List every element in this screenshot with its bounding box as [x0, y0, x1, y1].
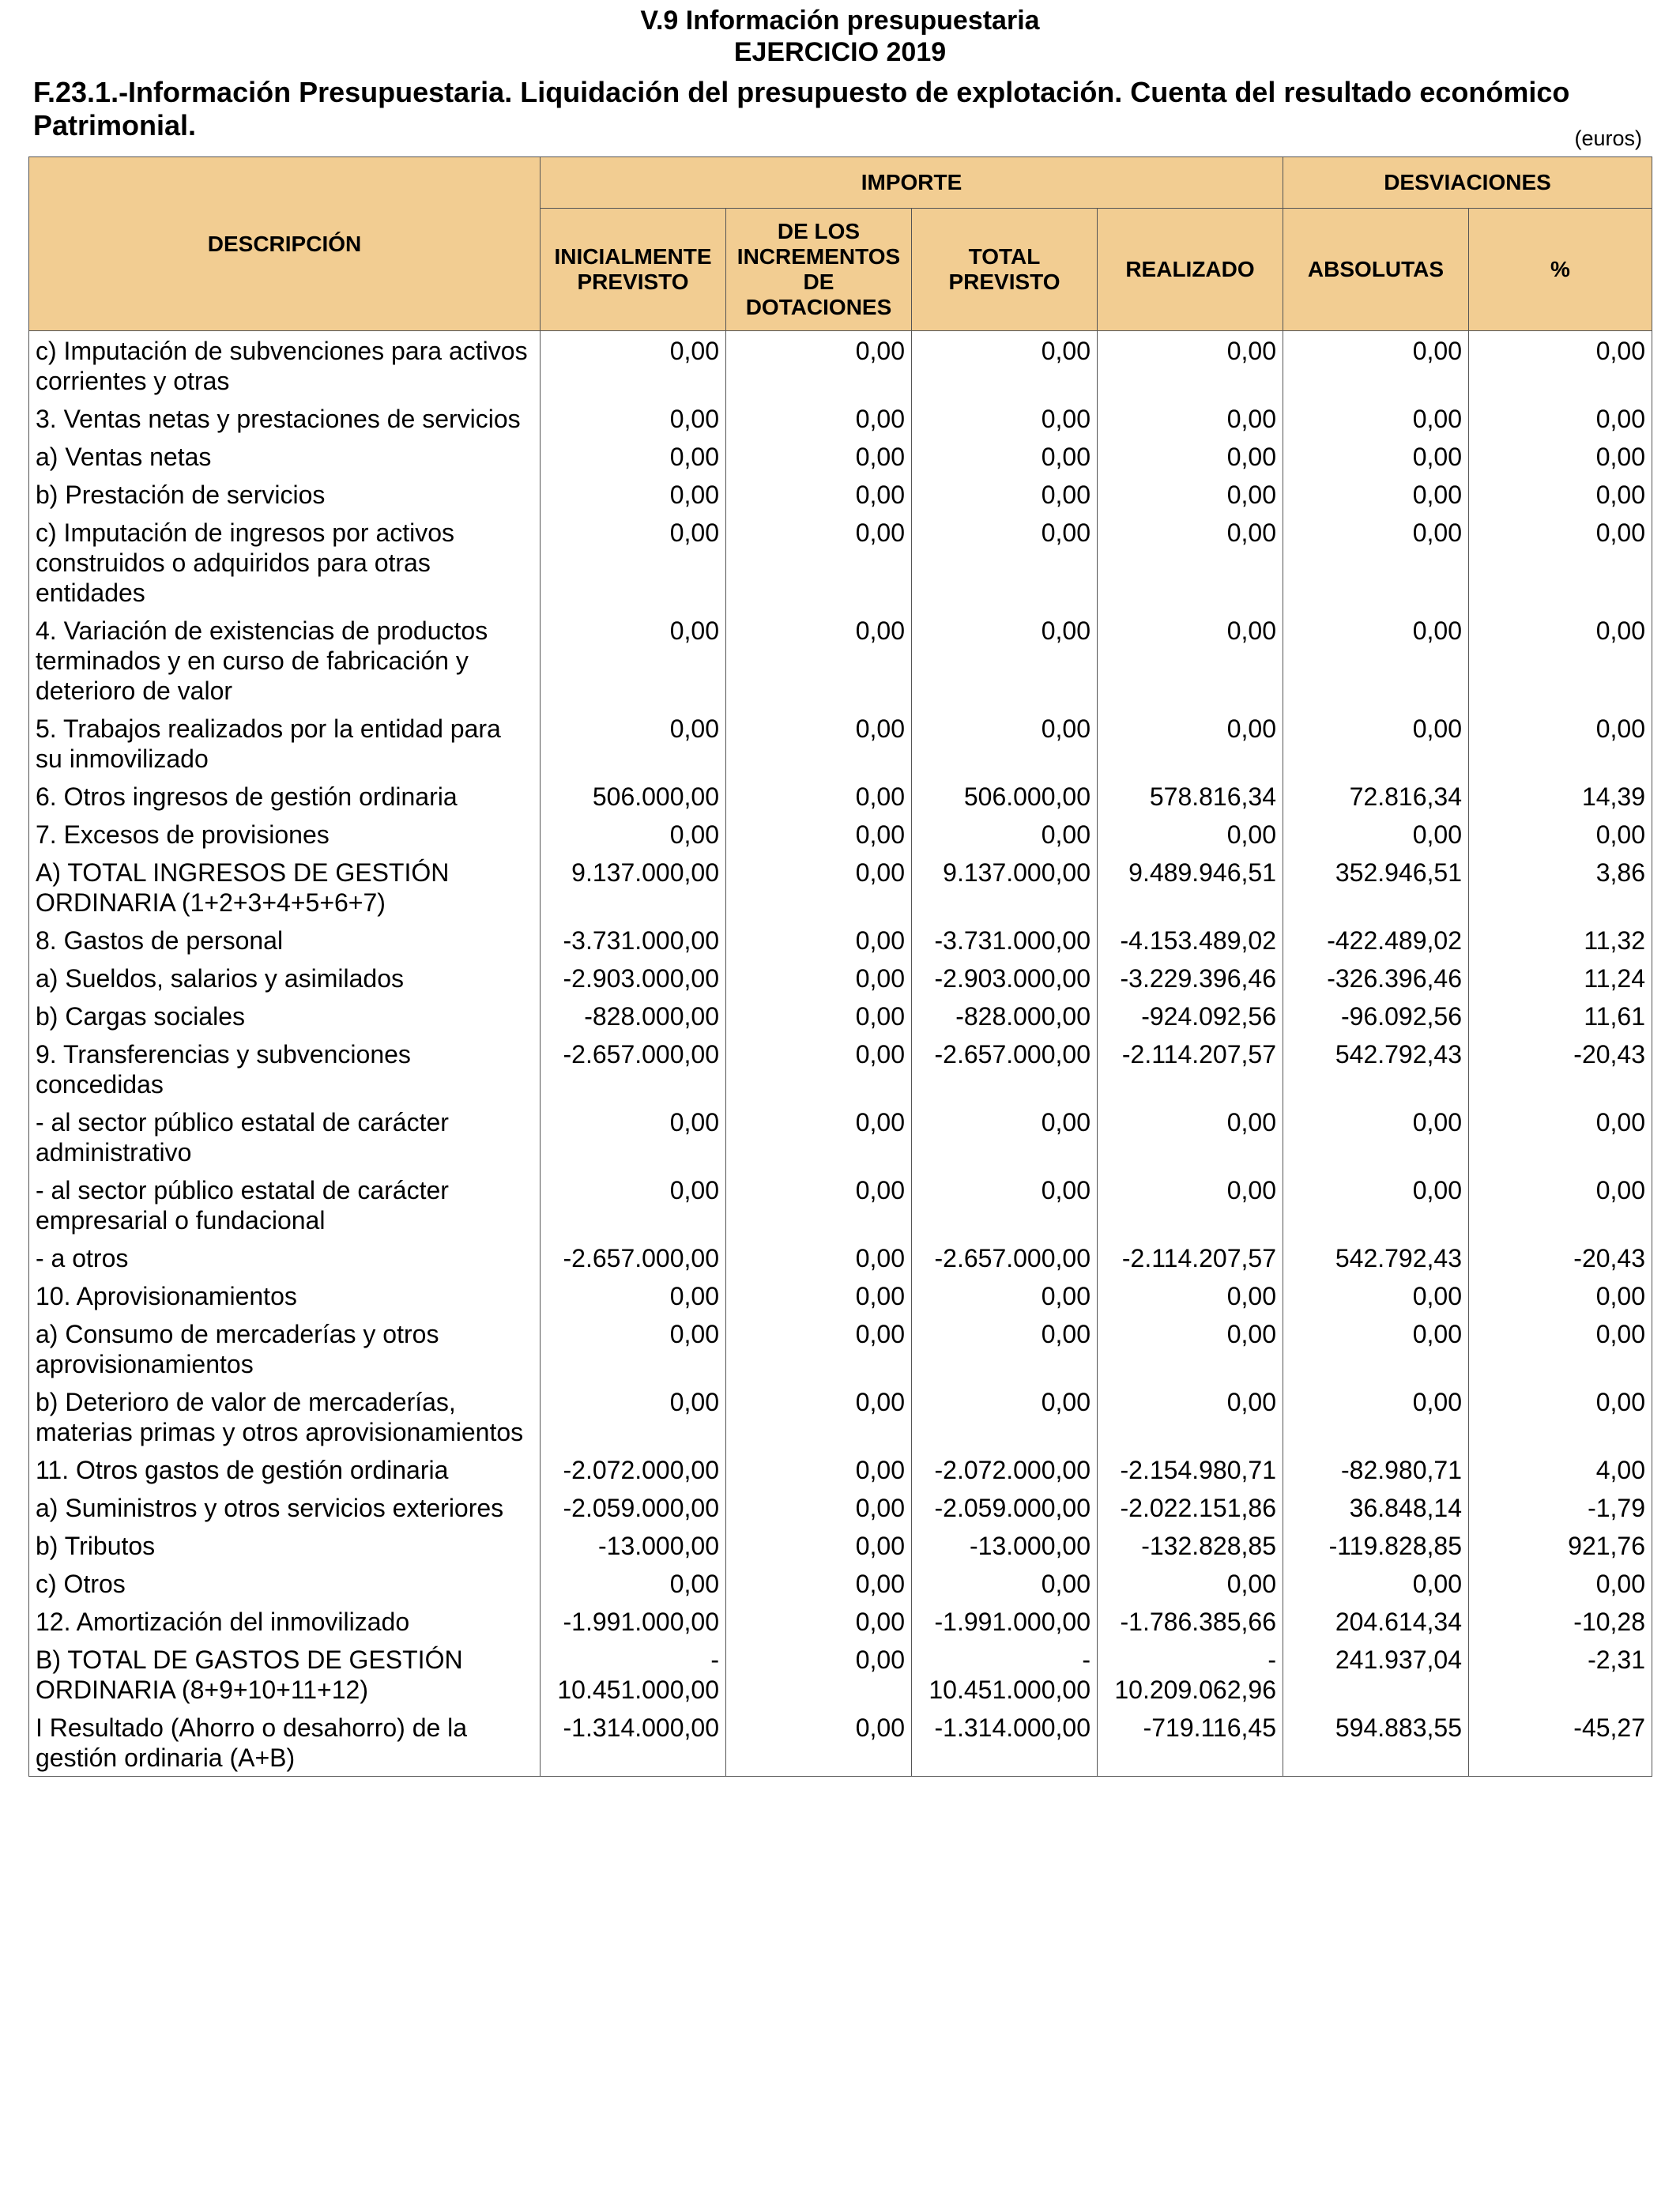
cell-inicial: 0,00: [541, 611, 726, 709]
cell-incrementos: 0,00: [726, 921, 912, 959]
cell-pct: 4,00: [1469, 1450, 1652, 1488]
cell-realizado: 0,00: [1098, 611, 1283, 709]
cell-inicial: -2.903.000,00: [541, 959, 726, 997]
cell-total: 0,00: [912, 709, 1098, 777]
cell-absolutas: 0,00: [1283, 1314, 1469, 1382]
cell-inicial: 0,00: [541, 513, 726, 611]
cell-pct: -10,28: [1469, 1602, 1652, 1640]
cell-realizado: 578.816,34: [1098, 777, 1283, 815]
cell-inicial: -3.731.000,00: [541, 921, 726, 959]
cell-incrementos: 0,00: [726, 611, 912, 709]
cell-absolutas: 36.848,14: [1283, 1488, 1469, 1526]
cell-total: -2.903.000,00: [912, 959, 1098, 997]
cell-incrementos: 0,00: [726, 437, 912, 475]
cell-absolutas: 352.946,51: [1283, 853, 1469, 921]
cell-total: -828.000,00: [912, 997, 1098, 1035]
row-description: I Resultado (Ahorro o desahorro) de la gestión ordinaria (A+B): [29, 1708, 541, 1777]
cell-absolutas: 0,00: [1283, 513, 1469, 611]
cell-absolutas: 542.792,43: [1283, 1035, 1469, 1103]
cell-total: 0,00: [912, 815, 1098, 853]
cell-absolutas: 0,00: [1283, 815, 1469, 853]
row-description: c) Imputación de subvenciones para activos corrientes y otras: [29, 331, 541, 400]
cell-total: 0,00: [912, 1382, 1098, 1450]
cell-incrementos: 0,00: [726, 1450, 912, 1488]
cell-realizado: - 10.209.062,96: [1098, 1640, 1283, 1708]
table-row: [29, 1640, 1652, 1708]
cell-pct: 0,00: [1469, 1382, 1652, 1450]
table-row: [29, 611, 1652, 709]
cell-realizado: 0,00: [1098, 1276, 1283, 1314]
header-porcentaje: %: [1469, 209, 1652, 331]
cell-incrementos: 0,00: [726, 815, 912, 853]
cell-incrementos: 0,00: [726, 1488, 912, 1526]
table-row: [29, 1488, 1652, 1526]
cell-total: 0,00: [912, 1314, 1098, 1382]
table-row: [29, 475, 1652, 513]
table-row: [29, 1526, 1652, 1564]
cell-realizado: -132.828,85: [1098, 1526, 1283, 1564]
cell-inicial: -1.991.000,00: [541, 1602, 726, 1640]
table-row: [29, 1564, 1652, 1602]
cell-inicial: 0,00: [541, 331, 726, 400]
cell-realizado: 0,00: [1098, 1382, 1283, 1450]
cell-total: -3.731.000,00: [912, 921, 1098, 959]
table-row: [29, 815, 1652, 853]
cell-realizado: 0,00: [1098, 1564, 1283, 1602]
cell-inicial: - 10.451.000,00: [541, 1640, 726, 1708]
cell-realizado: 0,00: [1098, 1103, 1283, 1171]
row-description: A) TOTAL INGRESOS DE GESTIÓN ORDINARIA (1+2+3+4+5+6+7): [29, 853, 541, 921]
cell-pct: 0,00: [1469, 437, 1652, 475]
header-realizado: REALIZADO: [1098, 209, 1283, 331]
table-row: [29, 997, 1652, 1035]
row-description: 8. Gastos de personal: [29, 921, 541, 959]
cell-pct: -20,43: [1469, 1238, 1652, 1276]
cell-inicial: 0,00: [541, 1382, 726, 1450]
cell-total: 9.137.000,00: [912, 853, 1098, 921]
cell-incrementos: 0,00: [726, 1382, 912, 1450]
header-incrementos-dotaciones: DE LOS INCREMENTOS DE DOTACIONES: [726, 209, 912, 331]
row-description: c) Imputación de ingresos por activos construidos o adquiridos para otras entidades: [29, 513, 541, 611]
cell-inicial: 0,00: [541, 1564, 726, 1602]
cell-absolutas: 542.792,43: [1283, 1238, 1469, 1276]
row-description: 10. Aprovisionamientos: [29, 1276, 541, 1314]
table-body: [29, 331, 1652, 1777]
cell-pct: -45,27: [1469, 1708, 1652, 1777]
cell-total: 0,00: [912, 1103, 1098, 1171]
cell-total: -2.657.000,00: [912, 1238, 1098, 1276]
cell-realizado: -2.114.207,57: [1098, 1238, 1283, 1276]
cell-absolutas: -422.489,02: [1283, 921, 1469, 959]
row-description: a) Ventas netas: [29, 437, 541, 475]
cell-incrementos: 0,00: [726, 1035, 912, 1103]
cell-absolutas: -326.396,46: [1283, 959, 1469, 997]
cell-incrementos: 0,00: [726, 1602, 912, 1640]
cell-absolutas: 204.614,34: [1283, 1602, 1469, 1640]
cell-incrementos: 0,00: [726, 1103, 912, 1171]
cell-pct: 11,61: [1469, 997, 1652, 1035]
cell-realizado: 0,00: [1098, 709, 1283, 777]
cell-pct: 0,00: [1469, 709, 1652, 777]
cell-pct: 14,39: [1469, 777, 1652, 815]
cell-inicial: -2.059.000,00: [541, 1488, 726, 1526]
row-description: a) Suministros y otros servicios exteriores: [29, 1488, 541, 1526]
cell-absolutas: 0,00: [1283, 709, 1469, 777]
table-row: [29, 1035, 1652, 1103]
cell-absolutas: 0,00: [1283, 611, 1469, 709]
cell-absolutas: 0,00: [1283, 1564, 1469, 1602]
cell-incrementos: 0,00: [726, 997, 912, 1035]
cell-incrementos: 0,00: [726, 513, 912, 611]
cell-inicial: 0,00: [541, 1314, 726, 1382]
cell-absolutas: 0,00: [1283, 475, 1469, 513]
cell-pct: -2,31: [1469, 1640, 1652, 1708]
cell-incrementos: 0,00: [726, 1708, 912, 1777]
cell-pct: 0,00: [1469, 1103, 1652, 1171]
cell-incrementos: 0,00: [726, 1640, 912, 1708]
cell-absolutas: 0,00: [1283, 331, 1469, 400]
cell-total: -2.072.000,00: [912, 1450, 1098, 1488]
title-block: [0, 5, 1680, 68]
cell-incrementos: 0,00: [726, 709, 912, 777]
cell-absolutas: 0,00: [1283, 1276, 1469, 1314]
cell-total: -2.059.000,00: [912, 1488, 1098, 1526]
cell-inicial: 0,00: [541, 1171, 726, 1238]
table-row: [29, 959, 1652, 997]
cell-total: -2.657.000,00: [912, 1035, 1098, 1103]
cell-pct: -1,79: [1469, 1488, 1652, 1526]
cell-pct: 11,32: [1469, 921, 1652, 959]
cell-incrementos: 0,00: [726, 1238, 912, 1276]
cell-total: -13.000,00: [912, 1526, 1098, 1564]
row-description: 5. Trabajos realizados por la entidad para su inmovilizado: [29, 709, 541, 777]
cell-total: -1.314.000,00: [912, 1708, 1098, 1777]
table-row: [29, 709, 1652, 777]
cell-realizado: -1.786.385,66: [1098, 1602, 1283, 1640]
cell-inicial: 0,00: [541, 437, 726, 475]
cell-incrementos: 0,00: [726, 1564, 912, 1602]
cell-incrementos: 0,00: [726, 1314, 912, 1382]
section-subtitle: F.23.1.-Información Presupuestaria. Liquidación del presupuesto de explotación. Cuenta del resultado económico Patrimonial.: [33, 76, 1570, 141]
row-description: 3. Ventas netas y prestaciones de servicios: [29, 399, 541, 437]
cell-realizado: -2.154.980,71: [1098, 1450, 1283, 1488]
cell-absolutas: -82.980,71: [1283, 1450, 1469, 1488]
cell-pct: 3,86: [1469, 853, 1652, 921]
cell-absolutas: 0,00: [1283, 1103, 1469, 1171]
cell-inicial: 0,00: [541, 399, 726, 437]
table-row: [29, 1382, 1652, 1450]
cell-inicial: -2.657.000,00: [541, 1238, 726, 1276]
table-row: [29, 1238, 1652, 1276]
cell-absolutas: 241.937,04: [1283, 1640, 1469, 1708]
cell-realizado: 0,00: [1098, 475, 1283, 513]
cell-total: 506.000,00: [912, 777, 1098, 815]
cell-incrementos: 0,00: [726, 475, 912, 513]
cell-total: 0,00: [912, 1276, 1098, 1314]
cell-realizado: -924.092,56: [1098, 997, 1283, 1035]
row-description: - al sector público estatal de carácter administrativo: [29, 1103, 541, 1171]
cell-inicial: -13.000,00: [541, 1526, 726, 1564]
cell-inicial: 9.137.000,00: [541, 853, 726, 921]
cell-incrementos: 0,00: [726, 777, 912, 815]
table-row: [29, 777, 1652, 815]
row-description: 9. Transferencias y subvenciones concedidas: [29, 1035, 541, 1103]
cell-inicial: -828.000,00: [541, 997, 726, 1035]
cell-incrementos: 0,00: [726, 1526, 912, 1564]
cell-incrementos: 0,00: [726, 331, 912, 400]
cell-pct: 0,00: [1469, 331, 1652, 400]
table-row: [29, 1602, 1652, 1640]
cell-total: 0,00: [912, 1171, 1098, 1238]
row-description: 12. Amortización del inmovilizado: [29, 1602, 541, 1640]
row-description: 4. Variación de existencias de productos terminados y en curso de fabricación y deterioro de valor: [29, 611, 541, 709]
table-row: [29, 513, 1652, 611]
cell-absolutas: 0,00: [1283, 1171, 1469, 1238]
cell-absolutas: -119.828,85: [1283, 1526, 1469, 1564]
row-description: b) Tributos: [29, 1526, 541, 1564]
row-description: B) TOTAL DE GASTOS DE GESTIÓN ORDINARIA (8+9+10+11+12): [29, 1640, 541, 1708]
header-group-desviaciones: DESVIACIONES: [1283, 157, 1652, 209]
row-description: - al sector público estatal de carácter empresarial o fundacional: [29, 1171, 541, 1238]
cell-realizado: -719.116,45: [1098, 1708, 1283, 1777]
row-description: - a otros: [29, 1238, 541, 1276]
cell-realizado: 0,00: [1098, 815, 1283, 853]
cell-inicial: 0,00: [541, 815, 726, 853]
cell-inicial: 0,00: [541, 709, 726, 777]
header-descripcion: DESCRIPCIÓN: [29, 157, 541, 331]
cell-inicial: -1.314.000,00: [541, 1708, 726, 1777]
header-inicialmente-previsto: INICIALMENTE PREVISTO: [541, 209, 726, 331]
cell-realizado: 0,00: [1098, 1314, 1283, 1382]
cell-incrementos: 0,00: [726, 1171, 912, 1238]
cell-realizado: 0,00: [1098, 1171, 1283, 1238]
row-description: 6. Otros ingresos de gestión ordinaria: [29, 777, 541, 815]
cell-total: 0,00: [912, 611, 1098, 709]
cell-total: -1.991.000,00: [912, 1602, 1098, 1640]
cell-total: 0,00: [912, 1564, 1098, 1602]
cell-pct: 0,00: [1469, 1276, 1652, 1314]
cell-realizado: -2.114.207,57: [1098, 1035, 1283, 1103]
row-description: c) Otros: [29, 1564, 541, 1602]
cell-realizado: 0,00: [1098, 437, 1283, 475]
cell-absolutas: -96.092,56: [1283, 997, 1469, 1035]
cell-inicial: 0,00: [541, 1103, 726, 1171]
table-row: [29, 1314, 1652, 1382]
cell-realizado: -2.022.151,86: [1098, 1488, 1283, 1526]
cell-absolutas: 72.816,34: [1283, 777, 1469, 815]
document-title: V.9 Información presupuestaria: [640, 6, 1040, 36]
cell-realizado: -3.229.396,46: [1098, 959, 1283, 997]
cell-inicial: 506.000,00: [541, 777, 726, 815]
cell-pct: 0,00: [1469, 1314, 1652, 1382]
cell-pct: 0,00: [1469, 611, 1652, 709]
cell-inicial: 0,00: [541, 475, 726, 513]
table-row: [29, 853, 1652, 921]
table-row: [29, 331, 1652, 400]
cell-realizado: 0,00: [1098, 399, 1283, 437]
cell-absolutas: 0,00: [1283, 437, 1469, 475]
cell-inicial: 0,00: [541, 1276, 726, 1314]
cell-pct: 0,00: [1469, 399, 1652, 437]
table-row: [29, 1171, 1652, 1238]
cell-incrementos: 0,00: [726, 853, 912, 921]
cell-absolutas: 594.883,55: [1283, 1708, 1469, 1777]
cell-pct: 0,00: [1469, 815, 1652, 853]
row-description: a) Sueldos, salarios y asimilados: [29, 959, 541, 997]
cell-realizado: 0,00: [1098, 513, 1283, 611]
cell-total: 0,00: [912, 437, 1098, 475]
row-description: 7. Excesos de provisiones: [29, 815, 541, 853]
cell-absolutas: 0,00: [1283, 1382, 1469, 1450]
cell-realizado: -4.153.489,02: [1098, 921, 1283, 959]
header-absolutas: ABSOLUTAS: [1283, 209, 1469, 331]
cell-realizado: 0,00: [1098, 331, 1283, 400]
table-row: [29, 1276, 1652, 1314]
cell-total: - 10.451.000,00: [912, 1640, 1098, 1708]
header-group-importe: IMPORTE: [541, 157, 1283, 209]
table-header: [29, 157, 1652, 331]
table-row: [29, 921, 1652, 959]
fiscal-year-title: EJERCICIO 2019: [733, 37, 947, 67]
table-row: [29, 1103, 1652, 1171]
cell-pct: 0,00: [1469, 1564, 1652, 1602]
cell-pct: 0,00: [1469, 1171, 1652, 1238]
budget-table: [28, 156, 1652, 1777]
row-description: b) Cargas sociales: [29, 997, 541, 1035]
cell-pct: 11,24: [1469, 959, 1652, 997]
table-row: [29, 437, 1652, 475]
row-description: b) Prestación de servicios: [29, 475, 541, 513]
units-label: (euros): [1574, 126, 1642, 150]
cell-incrementos: 0,00: [726, 959, 912, 997]
cell-pct: 0,00: [1469, 513, 1652, 611]
cell-total: 0,00: [912, 513, 1098, 611]
row-description: a) Consumo de mercaderías y otros aprovisionamientos: [29, 1314, 541, 1382]
row-description: b) Deterioro de valor de mercaderías, materias primas y otros aprovisionamientos: [29, 1382, 541, 1450]
cell-total: 0,00: [912, 399, 1098, 437]
cell-inicial: -2.657.000,00: [541, 1035, 726, 1103]
cell-total: 0,00: [912, 331, 1098, 400]
table-row: [29, 1708, 1652, 1777]
header-total-previsto: TOTAL PREVISTO: [912, 209, 1098, 331]
cell-incrementos: 0,00: [726, 399, 912, 437]
cell-pct: 921,76: [1469, 1526, 1652, 1564]
cell-inicial: -2.072.000,00: [541, 1450, 726, 1488]
cell-pct: -20,43: [1469, 1035, 1652, 1103]
cell-absolutas: 0,00: [1283, 399, 1469, 437]
table-row: [29, 399, 1652, 437]
cell-pct: 0,00: [1469, 475, 1652, 513]
cell-incrementos: 0,00: [726, 1276, 912, 1314]
row-description: 11. Otros gastos de gestión ordinaria: [29, 1450, 541, 1488]
table-row: [29, 1450, 1652, 1488]
cell-realizado: 9.489.946,51: [1098, 853, 1283, 921]
cell-total: 0,00: [912, 475, 1098, 513]
